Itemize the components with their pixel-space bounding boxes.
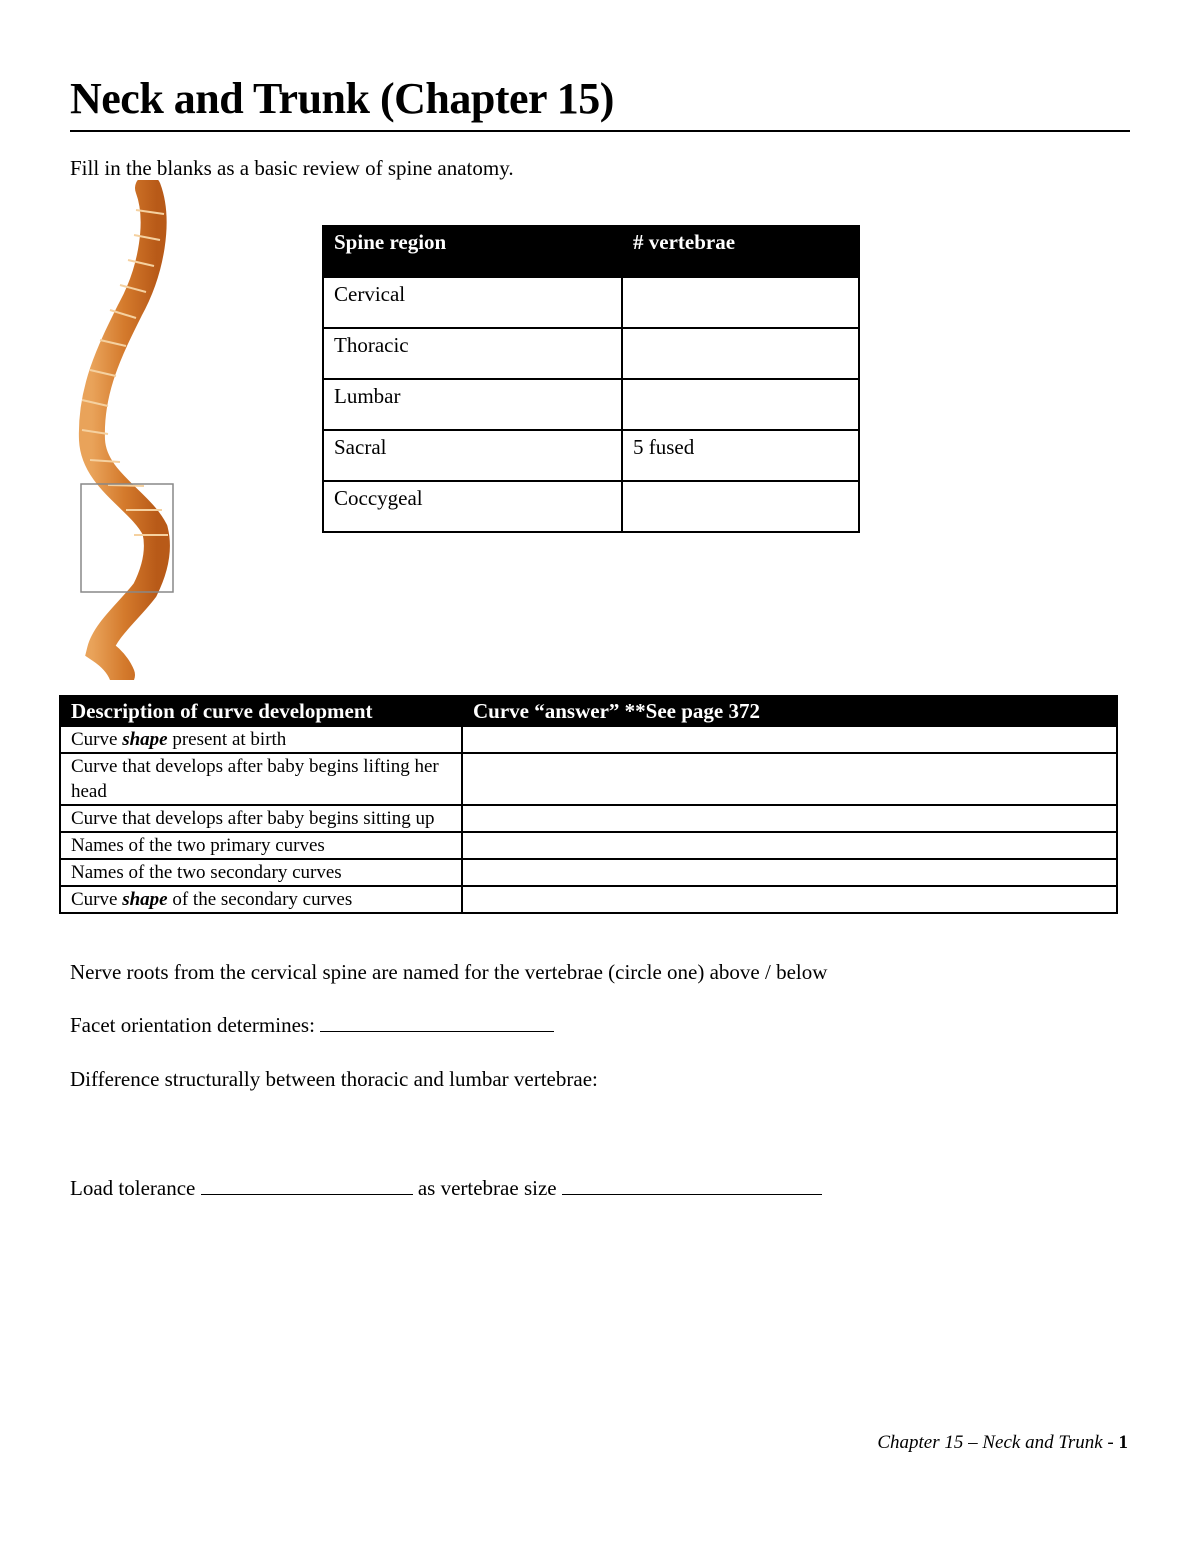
table-row	[60, 832, 1117, 859]
table-row	[323, 328, 859, 379]
spine-illustration	[60, 180, 190, 680]
difference-question: Difference structurally between thoracic and lumbar vertebrae:	[70, 1067, 598, 1091]
region-cell: Sacral	[323, 430, 622, 481]
table-row	[323, 379, 859, 430]
intro-text: Fill in the blanks as a basic review of spine anatomy.	[70, 156, 514, 180]
answer-cell[interactable]	[462, 859, 1117, 886]
load-tolerance-question: Load tolerance as vertebrae size	[70, 1176, 822, 1201]
spine-region-table	[322, 225, 860, 533]
description-cell: Curve that develops after baby begins sitting up	[60, 805, 462, 832]
answer-cell[interactable]	[462, 805, 1117, 832]
page-title: Neck and Trunk (Chapter 15)	[70, 70, 1130, 132]
facet-answer-blank[interactable]	[320, 1013, 554, 1032]
table-row	[60, 753, 1117, 805]
description-cell: Names of the two primary curves	[60, 832, 462, 859]
description-cell: Curve shape of the secondary curves	[60, 886, 462, 913]
nerve-roots-question: Nerve roots from the cervical spine are named for the vertebrae (circle one) above / below	[70, 960, 828, 984]
answer-cell[interactable]	[462, 753, 1117, 805]
region-cell: Thoracic	[323, 328, 622, 379]
region-cell: Lumbar	[323, 379, 622, 430]
count-cell[interactable]	[622, 379, 859, 430]
header-vertebrae-count: # vertebrae	[622, 226, 859, 277]
page-footer: Chapter 15 – Neck and Trunk - 1	[877, 1432, 1128, 1453]
table-row	[323, 430, 859, 481]
answer-cell[interactable]	[462, 886, 1117, 913]
count-cell[interactable]	[622, 328, 859, 379]
answer-cell[interactable]	[462, 832, 1117, 859]
table-row	[60, 859, 1117, 886]
table-row	[323, 481, 859, 532]
region-cell: Coccygeal	[323, 481, 622, 532]
count-cell[interactable]: 5 fused	[622, 430, 859, 481]
count-cell[interactable]	[622, 481, 859, 532]
vertebrae-size-blank[interactable]	[562, 1176, 822, 1195]
curve-development-table	[59, 695, 1118, 914]
facet-question: Facet orientation determines:	[70, 1013, 554, 1038]
table-row	[60, 805, 1117, 832]
table-row	[60, 886, 1117, 913]
header-spine-region: Spine region	[323, 226, 622, 277]
table-row	[60, 726, 1117, 753]
description-cell: Curve that develops after baby begins lifting her head	[60, 753, 462, 805]
answer-cell[interactable]	[462, 726, 1117, 753]
table-row	[323, 277, 859, 328]
count-cell[interactable]	[622, 277, 859, 328]
header-description: Description of curve development	[60, 696, 462, 726]
header-curve-answer: Curve “answer” **See page 372	[462, 696, 1117, 726]
load-tolerance-blank[interactable]	[201, 1176, 413, 1195]
region-cell: Cervical	[323, 277, 622, 328]
description-cell: Names of the two secondary curves	[60, 859, 462, 886]
page-number: 1	[1118, 1432, 1128, 1453]
description-cell: Curve shape present at birth	[60, 726, 462, 753]
